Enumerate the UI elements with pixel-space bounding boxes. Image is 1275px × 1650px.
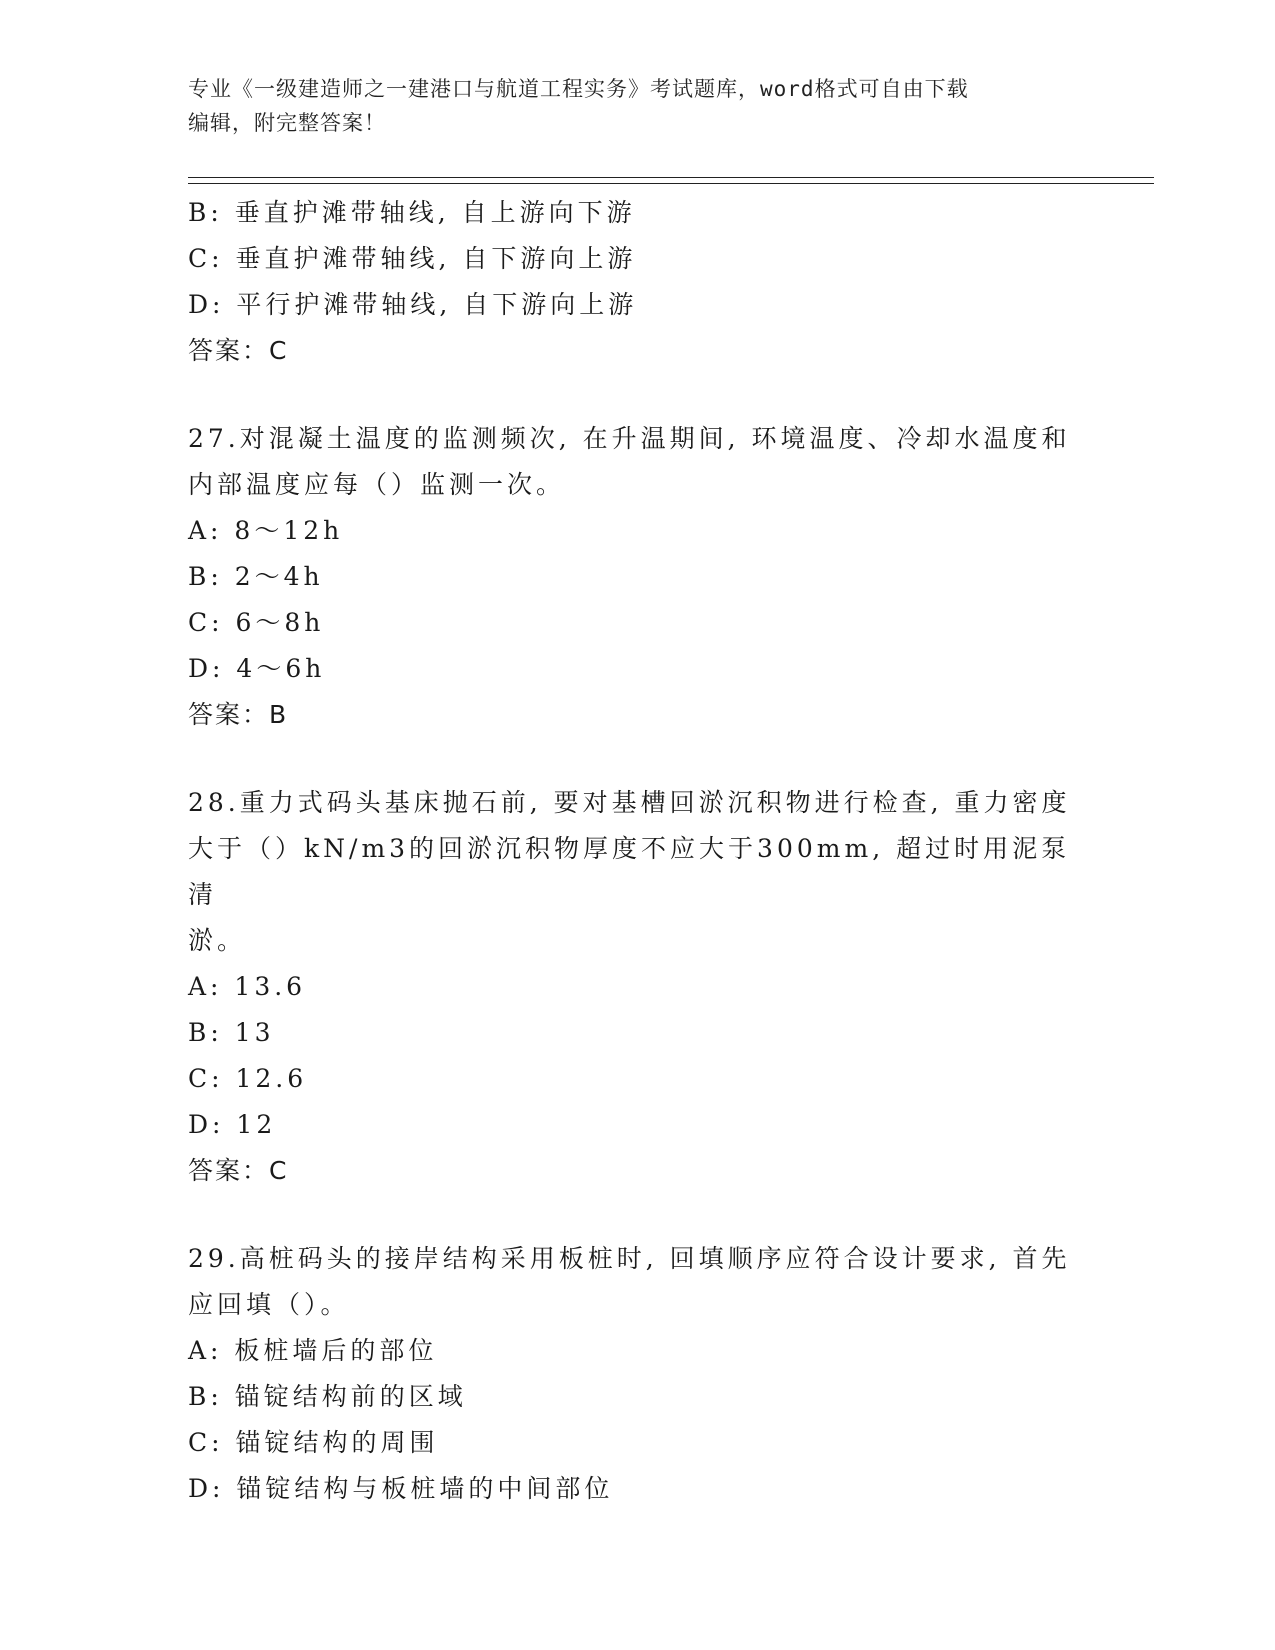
header-rule-top [188,177,1154,178]
question-26 [188,190,1088,374]
document-header [188,72,1068,140]
header-rule-bottom [188,183,1154,184]
answer: 答案：B [188,700,289,729]
option-c: C: 12.6 [188,1064,308,1093]
option-c: C: 锚锭结构的周围 [188,1428,439,1457]
option-b: B: 2～4h [188,562,324,591]
option-a: A: 13.6 [188,972,307,1001]
question-text-line-2: 应回填（）。 [188,1290,350,1319]
option-a: A: 板桩墙后的部位 [188,1336,438,1365]
option-b: B: 锚锭结构前的区域 [188,1382,467,1411]
option-c: C: 6～8h [188,608,325,637]
document-body [188,190,1088,1512]
answer: 答案：C [188,1156,289,1185]
question-text-line-3: 淤。 [188,926,247,955]
option-b: B: 垂直护滩带轴线, 自上游向下游 [188,198,636,227]
option-d: D: 平行护滩带轴线, 自下游向上游 [188,290,638,319]
header-line-1: 专业《一级建造师之一建港口与航道工程实务》考试题库，word格式可自由下载 [188,77,969,101]
option-b: B: 13 [188,1018,275,1047]
option-a: A: 8～12h [188,516,344,545]
question-text-line-1: 29.高桩码头的接岸结构采用板桩时, 回填顺序应符合设计要求, 首先 [188,1244,1071,1273]
question-text-line-2: 大于（）kN/m3的回淤沉积物厚度不应大于300mm, 超过时用泥泵清 [188,834,1071,909]
question-text-line-1: 27.对混凝土温度的监测频次, 在升温期间, 环境温度、冷却水温度和 [188,424,1071,453]
option-d: D: 4～6h [188,654,326,683]
header-line-2: 编辑，附完整答案！ [188,111,386,135]
question-28 [188,780,1088,1194]
option-d: D: 锚锭结构与板桩墙的中间部位 [188,1474,614,1503]
question-text-line-1: 28.重力式码头基床抛石前, 要对基槽回淤沉积物进行检查, 重力密度 [188,788,1071,817]
answer: 答案：C [188,336,289,365]
option-c: C: 垂直护滩带轴线, 自下游向上游 [188,244,637,273]
option-d: D: 12 [188,1110,277,1139]
question-29 [188,1236,1088,1512]
question-27 [188,416,1088,738]
question-text-line-2: 内部温度应每（）监测一次。 [188,470,566,499]
